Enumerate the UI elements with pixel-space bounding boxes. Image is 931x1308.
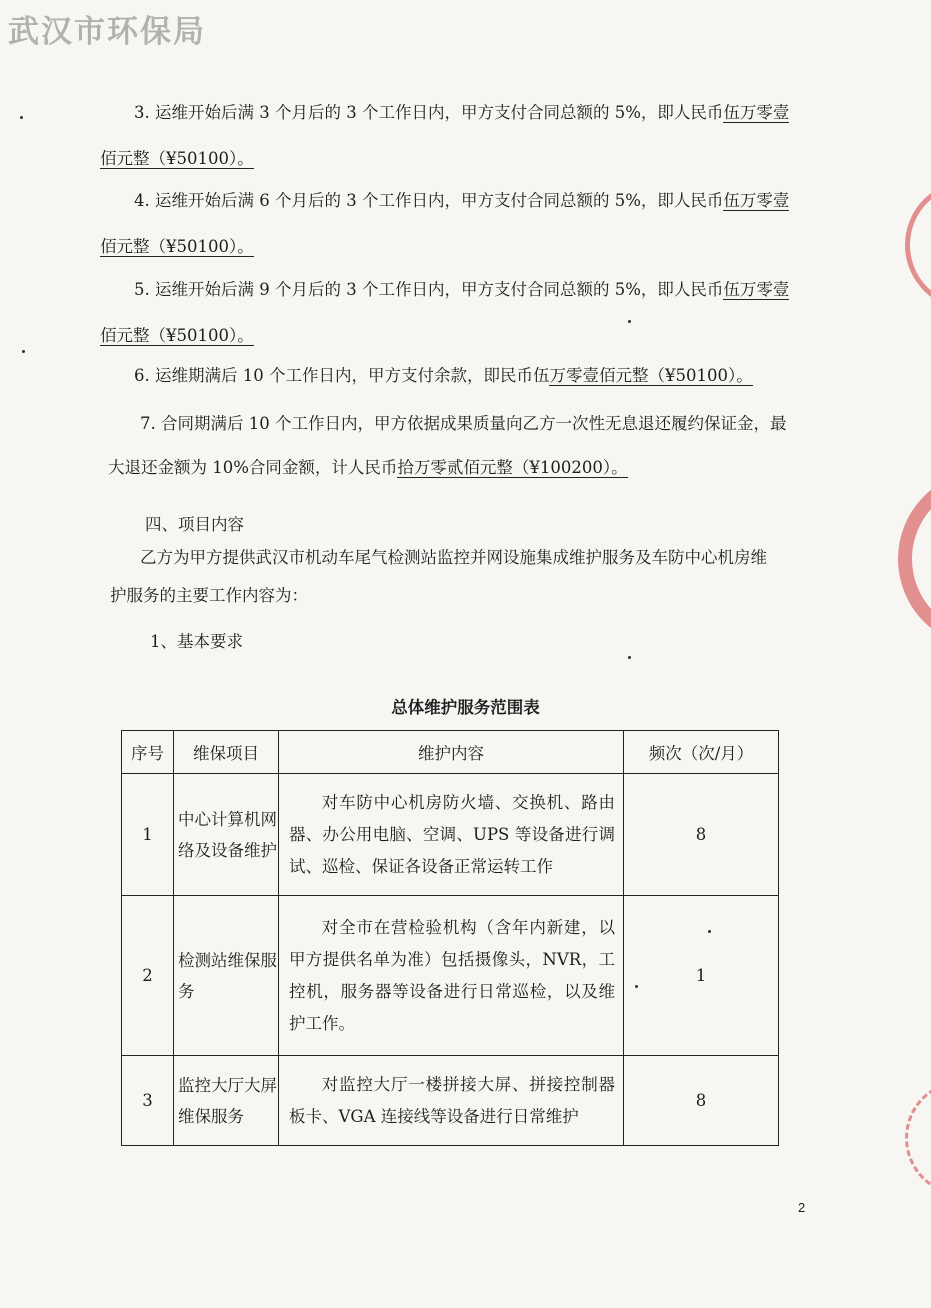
- table-header-row: [122, 731, 779, 774]
- maintenance-scope-table: [121, 730, 779, 1146]
- payment-4-line1: 4. 运维开始后满 6 个月后的 3 个工作日内，甲方支付合同总额的 5%，即人民币伍万零壹: [134, 191, 790, 210]
- red-seal-top: [905, 180, 931, 310]
- table-title: 总体维护服务范围表: [391, 698, 540, 717]
- speck: [20, 116, 23, 119]
- row-frequency: 8: [624, 1056, 779, 1146]
- section-intro-line1: 乙方为甲方提供武汉市机动车尾气检测站监控并网设施集成维护服务及车防中心机房维: [140, 548, 767, 567]
- payment-5-line1: 5. 运维开始后满 9 个月后的 3 个工作日内，甲方支付合同总额的 5%，即人民币伍万零壹: [134, 280, 790, 299]
- deposit-line1: 7. 合同期满后 10 个工作日内，甲方依据成果质量向乙方一次性无息退还履约保证金，最: [140, 414, 787, 433]
- section-intro-line2: 护服务的主要工作内容为：: [110, 586, 308, 605]
- page-number: 2: [798, 1200, 806, 1215]
- payment-6: 6. 运维期满后 10 个工作日内，甲方支付余款，即民币伍万零壹佰元整（¥50100）。: [134, 366, 753, 385]
- header-no: 序号: [122, 731, 174, 774]
- header-content: 维护内容: [279, 731, 624, 774]
- payment-3-line2: 佰元整（¥50100）。: [100, 149, 254, 168]
- row-item: 检测站维保服务: [174, 896, 279, 1056]
- row-number: 1: [122, 774, 174, 896]
- speck: [628, 320, 631, 323]
- red-seal-bottom: [905, 1080, 931, 1196]
- row-item: 监控大厅大屏维保服务: [174, 1056, 279, 1146]
- deposit-line2: 大退还金额为 10%合同金额，计人民币拾万零贰佰元整（¥100200）。: [108, 458, 628, 477]
- header-item: 维保项目: [174, 731, 279, 774]
- speck: [22, 350, 25, 353]
- row-content: 对全市在营检验机构（含年内新建，以甲方提供名单为准）包括摄像头，NVR，工控机，服务器等设备进行日常巡检，以及维护工作。: [279, 896, 624, 1056]
- row-content: 对车防中心机房防火墙、交换机、路由器、办公用电脑、空调、UPS 等设备进行调试、巡检、保证各设备正常运转工作: [279, 774, 624, 896]
- section-heading: 四、项目内容: [145, 515, 244, 534]
- row-frequency: 8: [624, 774, 779, 896]
- payment-3-line1: 3. 运维开始后满 3 个月后的 3 个工作日内，甲方支付合同总额的 5%，即人民币伍万零壹: [134, 103, 790, 122]
- payment-4-line2: 佰元整（¥50100）。: [100, 237, 254, 256]
- table-row: [122, 774, 779, 896]
- row-frequency: 1: [624, 896, 779, 1056]
- table-row: [122, 1056, 779, 1146]
- header-frequency: 频次（次/月）: [624, 731, 779, 774]
- table-row: [122, 896, 779, 1056]
- subsection-heading: 1、基本要求: [150, 632, 243, 651]
- red-seal-middle: [898, 470, 931, 648]
- watermark: 武汉市环保局: [8, 14, 206, 50]
- speck: [628, 656, 631, 659]
- row-number: 2: [122, 896, 174, 1056]
- row-content: 对监控大厅一楼拼接大屏、拼接控制器板卡、VGA 连接线等设备进行日常维护: [279, 1056, 624, 1146]
- row-item: 中心计算机网络及设备维护: [174, 774, 279, 896]
- payment-5-line2: 佰元整（¥50100）。: [100, 326, 254, 345]
- row-number: 3: [122, 1056, 174, 1146]
